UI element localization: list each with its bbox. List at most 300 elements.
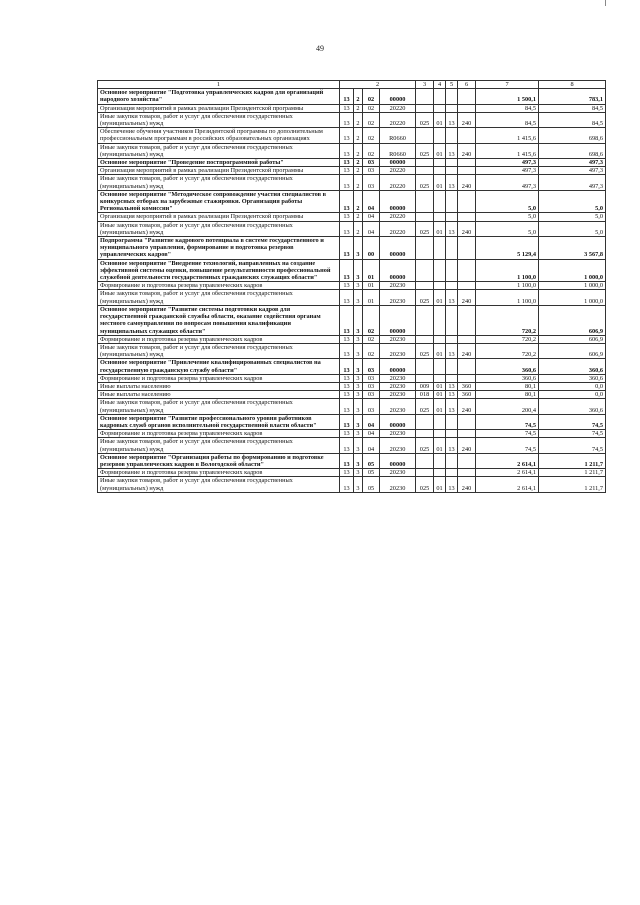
amount-col-7: 2 614,1 (476, 453, 539, 468)
code-program: 13 (340, 430, 354, 438)
table-row (98, 305, 606, 335)
row-name: Основное мероприятие "Развитие системы подготовки кадров для государственной гражданской службы области, оказание содействия органам местного самоуправления по вопросам повышения квалификации муниципальных служащих области" (98, 305, 340, 335)
code-subsection (446, 430, 458, 438)
code-ministry: 009 (416, 382, 434, 390)
code-event: 02 (363, 112, 380, 127)
amount-col-8: 497,3 (539, 175, 606, 190)
code-expense-type: 240 (458, 175, 476, 190)
code-ministry (416, 453, 434, 468)
row-name: Основное мероприятие "Проведение постпрограммной работы" (98, 159, 340, 167)
code-direction: 20220 (380, 167, 416, 175)
row-name: Обеспечение обучения участников Президентской программы по дополнительным профессиональным программам в российских образовательных организациях (98, 128, 340, 143)
amount-col-7: 1 100,0 (476, 259, 539, 282)
code-event: 01 (363, 259, 380, 282)
code-ministry: 025 (416, 221, 434, 236)
code-direction: 20220 (380, 221, 416, 236)
code-subsection (446, 128, 458, 143)
amount-col-8: 1 211,7 (539, 477, 606, 492)
table-row (98, 359, 606, 374)
code-section: 01 (434, 382, 446, 390)
code-subprogram: 2 (354, 104, 363, 112)
code-program: 13 (340, 290, 354, 305)
row-name: Основное мероприятие "Подготовка управленческих кадров для организаций народного хозяйства" (98, 89, 340, 104)
code-direction: R0660 (380, 143, 416, 158)
code-subprogram: 3 (354, 438, 363, 453)
code-section (434, 469, 446, 477)
amount-col-7: 1 415,6 (476, 143, 539, 158)
code-program: 13 (340, 190, 354, 213)
code-ministry: 025 (416, 343, 434, 358)
code-subprogram: 2 (354, 167, 363, 175)
code-expense-type (458, 453, 476, 468)
code-program: 13 (340, 382, 354, 390)
table-row (98, 430, 606, 438)
code-direction: 00000 (380, 453, 416, 468)
amount-col-8: 360,6 (539, 374, 606, 382)
amount-col-8: 1 211,7 (539, 469, 606, 477)
code-expense-type (458, 430, 476, 438)
amount-col-7: 497,3 (476, 159, 539, 167)
code-ministry: 025 (416, 143, 434, 158)
code-event: 03 (363, 359, 380, 374)
code-expense-type (458, 414, 476, 429)
amount-col-7: 2 614,1 (476, 477, 539, 492)
code-expense-type (458, 374, 476, 382)
table-row (98, 391, 606, 399)
code-section (434, 89, 446, 104)
code-program: 13 (340, 335, 354, 343)
amount-col-7: 1 415,6 (476, 128, 539, 143)
header-col-5: 5 (446, 81, 458, 89)
header-col-3: 3 (416, 81, 434, 89)
code-subsection (446, 159, 458, 167)
row-name: Формирование и подготовка резерва управленческих кадров (98, 469, 340, 477)
table-row (98, 112, 606, 127)
header-col-2: 2 (340, 81, 416, 89)
code-event: 03 (363, 382, 380, 390)
row-name: Иные закупки товаров, работ и услуг для обеспечения государственных (муниципальных) нужд (98, 112, 340, 127)
code-event: 03 (363, 374, 380, 382)
code-subsection (446, 335, 458, 343)
code-expense-type (458, 213, 476, 221)
code-direction: R0660 (380, 128, 416, 143)
code-section: 01 (434, 290, 446, 305)
code-expense-type (458, 335, 476, 343)
table-row (98, 469, 606, 477)
row-name: Иные выплаты населению (98, 391, 340, 399)
table-row (98, 343, 606, 358)
code-section (434, 104, 446, 112)
code-subprogram: 2 (354, 213, 363, 221)
code-section (434, 190, 446, 213)
code-expense-type (458, 104, 476, 112)
table-row (98, 382, 606, 390)
amount-col-8: 497,3 (539, 159, 606, 167)
amount-col-8: 84,5 (539, 104, 606, 112)
code-program: 13 (340, 143, 354, 158)
code-ministry: 025 (416, 477, 434, 492)
row-name: Формирование и подготовка резерва управленческих кадров (98, 430, 340, 438)
code-direction: 20220 (380, 112, 416, 127)
code-ministry (416, 469, 434, 477)
code-subsection: 13 (446, 391, 458, 399)
code-expense-type (458, 359, 476, 374)
code-event: 02 (363, 343, 380, 358)
code-subprogram: 3 (354, 290, 363, 305)
code-section: 01 (434, 221, 446, 236)
amount-col-7: 2 614,1 (476, 469, 539, 477)
code-subsection: 13 (446, 477, 458, 492)
table-row (98, 282, 606, 290)
code-expense-type (458, 282, 476, 290)
code-direction: 20230 (380, 335, 416, 343)
code-program: 13 (340, 282, 354, 290)
amount-col-8: 0,0 (539, 382, 606, 390)
code-subprogram: 3 (354, 430, 363, 438)
code-subprogram: 3 (354, 343, 363, 358)
code-subsection (446, 282, 458, 290)
code-event: 04 (363, 213, 380, 221)
code-subsection (446, 190, 458, 213)
code-event: 04 (363, 190, 380, 213)
code-expense-type: 360 (458, 391, 476, 399)
code-section (434, 305, 446, 335)
code-event: 05 (363, 453, 380, 468)
code-event: 03 (363, 167, 380, 175)
code-section (434, 213, 446, 221)
row-name: Подпрограмма "Развитие кадрового потенциала в системе государственного и муниципального управления, формирование и подготовка резервов управленческих кадров" (98, 237, 340, 260)
row-name: Формирование и подготовка резерва управленческих кадров (98, 282, 340, 290)
code-expense-type (458, 167, 476, 175)
code-program: 13 (340, 213, 354, 221)
code-direction: 20220 (380, 213, 416, 221)
amount-col-7: 720,2 (476, 343, 539, 358)
code-direction: 20230 (380, 290, 416, 305)
amount-col-7: 80,1 (476, 382, 539, 390)
amount-col-8: 1 000,0 (539, 282, 606, 290)
amount-col-8: 698,6 (539, 128, 606, 143)
header-col-6: 6 (458, 81, 476, 89)
table-row (98, 159, 606, 167)
code-section (434, 167, 446, 175)
code-subprogram: 3 (354, 359, 363, 374)
code-subprogram: 3 (354, 374, 363, 382)
amount-col-8: 606,9 (539, 335, 606, 343)
code-ministry (416, 335, 434, 343)
code-ministry (416, 374, 434, 382)
code-ministry: 025 (416, 290, 434, 305)
amount-col-8: 1 000,0 (539, 259, 606, 282)
table-row (98, 175, 606, 190)
code-subprogram: 2 (354, 112, 363, 127)
code-ministry (416, 237, 434, 260)
row-name: Организация мероприятий в рамках реализации Президентской программы (98, 213, 340, 221)
code-subprogram: 3 (354, 399, 363, 414)
code-subprogram: 3 (354, 335, 363, 343)
code-program: 13 (340, 343, 354, 358)
amount-col-7: 5,0 (476, 190, 539, 213)
code-subsection (446, 374, 458, 382)
code-subprogram: 2 (354, 221, 363, 236)
code-subsection (446, 104, 458, 112)
code-subsection (446, 414, 458, 429)
code-direction: 00000 (380, 305, 416, 335)
row-name: Основное мероприятие "Организация работы по формированию и подготовке резервов управленческих кадров в Вологодской области" (98, 453, 340, 468)
code-event: 03 (363, 175, 380, 190)
table-row (98, 143, 606, 158)
row-name: Иные закупки товаров, работ и услуг для обеспечения государственных (муниципальных) нужд (98, 175, 340, 190)
table-row (98, 414, 606, 429)
code-section (434, 128, 446, 143)
table-row (98, 259, 606, 282)
amount-col-8: 84,5 (539, 112, 606, 127)
amount-col-7: 84,5 (476, 112, 539, 127)
code-ministry (416, 128, 434, 143)
code-section: 01 (434, 175, 446, 190)
code-direction: 20230 (380, 469, 416, 477)
code-event: 03 (363, 399, 380, 414)
header-col-7: 7 (476, 81, 539, 89)
code-program: 13 (340, 374, 354, 382)
table-body (98, 89, 606, 493)
code-expense-type: 240 (458, 221, 476, 236)
code-subsection: 13 (446, 143, 458, 158)
code-direction: 20230 (380, 477, 416, 492)
code-direction: 00000 (380, 237, 416, 260)
row-name: Основное мероприятие "Методическое сопровождение участия специалистов в конкурсных отборах на зарубежные стажировки. Организация работы Региональной комиссии" (98, 190, 340, 213)
code-ministry (416, 213, 434, 221)
row-name: Формирование и подготовка резерва управленческих кадров (98, 374, 340, 382)
code-program: 13 (340, 175, 354, 190)
amount-col-8: 5,0 (539, 190, 606, 213)
code-ministry (416, 359, 434, 374)
table-row (98, 453, 606, 468)
code-direction: 20230 (380, 282, 416, 290)
code-event: 00 (363, 237, 380, 260)
code-subsection: 13 (446, 175, 458, 190)
row-name: Основное мероприятие "Привлечение квалифицированных специалистов на государственную гражданскую службу области" (98, 359, 340, 374)
code-event: 05 (363, 469, 380, 477)
code-program: 13 (340, 128, 354, 143)
code-subprogram: 3 (354, 453, 363, 468)
code-event: 04 (363, 438, 380, 453)
code-ministry: 025 (416, 438, 434, 453)
table-row (98, 190, 606, 213)
code-section (434, 414, 446, 429)
code-program: 13 (340, 305, 354, 335)
code-event: 04 (363, 414, 380, 429)
code-expense-type (458, 159, 476, 167)
amount-col-7: 720,2 (476, 305, 539, 335)
code-ministry (416, 159, 434, 167)
amount-col-8: 3 567,8 (539, 237, 606, 260)
code-direction: 00000 (380, 259, 416, 282)
code-direction: 20230 (380, 391, 416, 399)
code-expense-type (458, 89, 476, 104)
code-section (434, 359, 446, 374)
table-row (98, 374, 606, 382)
header-row (98, 81, 606, 89)
code-event: 02 (363, 143, 380, 158)
row-name: Иные закупки товаров, работ и услуг для обеспечения государственных (муниципальных) нужд (98, 477, 340, 492)
code-subprogram: 3 (354, 477, 363, 492)
code-subprogram: 3 (354, 469, 363, 477)
code-event: 02 (363, 128, 380, 143)
code-subsection (446, 305, 458, 335)
code-subsection (446, 237, 458, 260)
table-row (98, 104, 606, 112)
code-section (434, 374, 446, 382)
code-subprogram: 2 (354, 175, 363, 190)
table-row (98, 89, 606, 104)
amount-col-7: 360,6 (476, 359, 539, 374)
code-direction: 20230 (380, 430, 416, 438)
header-col-1: 1 (98, 81, 340, 89)
code-section (434, 282, 446, 290)
code-direction: 20230 (380, 399, 416, 414)
amount-col-8: 0,0 (539, 391, 606, 399)
amount-col-8: 74,5 (539, 430, 606, 438)
code-program: 13 (340, 477, 354, 492)
code-program: 13 (340, 399, 354, 414)
code-section (434, 335, 446, 343)
code-section (434, 259, 446, 282)
row-name: Иные закупки товаров, работ и услуг для обеспечения государственных (муниципальных) нужд (98, 399, 340, 414)
code-subprogram: 2 (354, 89, 363, 104)
code-subprogram: 3 (354, 391, 363, 399)
code-program: 13 (340, 89, 354, 104)
amount-col-8: 1 211,7 (539, 453, 606, 468)
code-expense-type: 360 (458, 382, 476, 390)
header-col-8: 8 (539, 81, 606, 89)
code-direction: 00000 (380, 359, 416, 374)
amount-col-7: 5 129,4 (476, 237, 539, 260)
code-event: 03 (363, 391, 380, 399)
table-row (98, 290, 606, 305)
code-subprogram: 3 (354, 237, 363, 260)
row-name: Иные закупки товаров, работ и услуг для обеспечения государственных (муниципальных) нужд (98, 343, 340, 358)
table-row (98, 438, 606, 453)
table-row (98, 399, 606, 414)
code-direction: 20230 (380, 438, 416, 453)
code-program: 13 (340, 167, 354, 175)
row-name: Иные закупки товаров, работ и услуг для обеспечения государственных (муниципальных) нужд (98, 290, 340, 305)
code-direction: 00000 (380, 89, 416, 104)
table-row (98, 221, 606, 236)
code-program: 13 (340, 469, 354, 477)
code-program: 13 (340, 453, 354, 468)
code-subprogram: 2 (354, 159, 363, 167)
header-col-4: 4 (434, 81, 446, 89)
code-subsection: 13 (446, 343, 458, 358)
code-ministry: 025 (416, 399, 434, 414)
amount-col-7: 5,0 (476, 213, 539, 221)
code-subprogram: 3 (354, 259, 363, 282)
code-program: 13 (340, 391, 354, 399)
row-name: Иные закупки товаров, работ и услуг для обеспечения государственных (муниципальных) нужд (98, 143, 340, 158)
code-program: 13 (340, 414, 354, 429)
table-row (98, 128, 606, 143)
code-expense-type: 240 (458, 477, 476, 492)
code-ministry: 018 (416, 391, 434, 399)
code-expense-type: 240 (458, 438, 476, 453)
code-section (434, 159, 446, 167)
code-event: 01 (363, 282, 380, 290)
code-expense-type: 240 (458, 343, 476, 358)
code-ministry (416, 104, 434, 112)
code-expense-type (458, 259, 476, 282)
row-name: Иные закупки товаров, работ и услуг для обеспечения государственных (муниципальных) нужд (98, 221, 340, 236)
code-event: 04 (363, 430, 380, 438)
code-subsection (446, 167, 458, 175)
code-subprogram: 2 (354, 190, 363, 213)
code-ministry (416, 167, 434, 175)
amount-col-7: 1 500,1 (476, 89, 539, 104)
code-subsection: 13 (446, 438, 458, 453)
code-expense-type: 240 (458, 143, 476, 158)
table-row (98, 477, 606, 492)
code-program: 13 (340, 221, 354, 236)
row-name: Основное мероприятие "Развитие профессионального уровня работников кадровых служб органов исполнительной государственной власти области" (98, 414, 340, 429)
budget-table (97, 80, 606, 493)
code-ministry: 025 (416, 112, 434, 127)
amount-col-8: 360,6 (539, 359, 606, 374)
code-direction: 00000 (380, 190, 416, 213)
amount-col-8: 5,0 (539, 221, 606, 236)
amount-col-7: 84,5 (476, 104, 539, 112)
code-program: 13 (340, 438, 354, 453)
amount-col-7: 74,5 (476, 414, 539, 429)
amount-col-7: 497,3 (476, 167, 539, 175)
code-section (434, 430, 446, 438)
row-name: Организация мероприятий в рамках реализации Президентской программы (98, 167, 340, 175)
code-direction: 00000 (380, 159, 416, 167)
code-subsection (446, 259, 458, 282)
code-direction: 00000 (380, 414, 416, 429)
code-program: 13 (340, 237, 354, 260)
table-row (98, 213, 606, 221)
code-subprogram: 3 (354, 305, 363, 335)
row-name: Организация мероприятий в рамках реализации Президентской программы (98, 104, 340, 112)
code-section: 01 (434, 343, 446, 358)
code-subsection (446, 453, 458, 468)
code-section: 01 (434, 399, 446, 414)
code-subprogram: 3 (354, 282, 363, 290)
code-expense-type (458, 305, 476, 335)
code-ministry (416, 430, 434, 438)
code-event: 01 (363, 290, 380, 305)
code-expense-type (458, 237, 476, 260)
code-event: 02 (363, 89, 380, 104)
code-subsection (446, 89, 458, 104)
code-event: 04 (363, 221, 380, 236)
code-ministry (416, 190, 434, 213)
amount-col-8: 74,5 (539, 414, 606, 429)
code-event: 02 (363, 104, 380, 112)
code-subsection: 13 (446, 382, 458, 390)
code-subprogram: 3 (354, 414, 363, 429)
table-row (98, 237, 606, 260)
amount-col-8: 497,3 (539, 167, 606, 175)
code-program: 13 (340, 359, 354, 374)
code-expense-type: 240 (458, 290, 476, 305)
code-event: 02 (363, 335, 380, 343)
amount-col-7: 80,1 (476, 391, 539, 399)
code-subprogram: 3 (354, 382, 363, 390)
code-subsection: 13 (446, 221, 458, 236)
amount-col-8: 5,0 (539, 213, 606, 221)
amount-col-8: 606,9 (539, 343, 606, 358)
